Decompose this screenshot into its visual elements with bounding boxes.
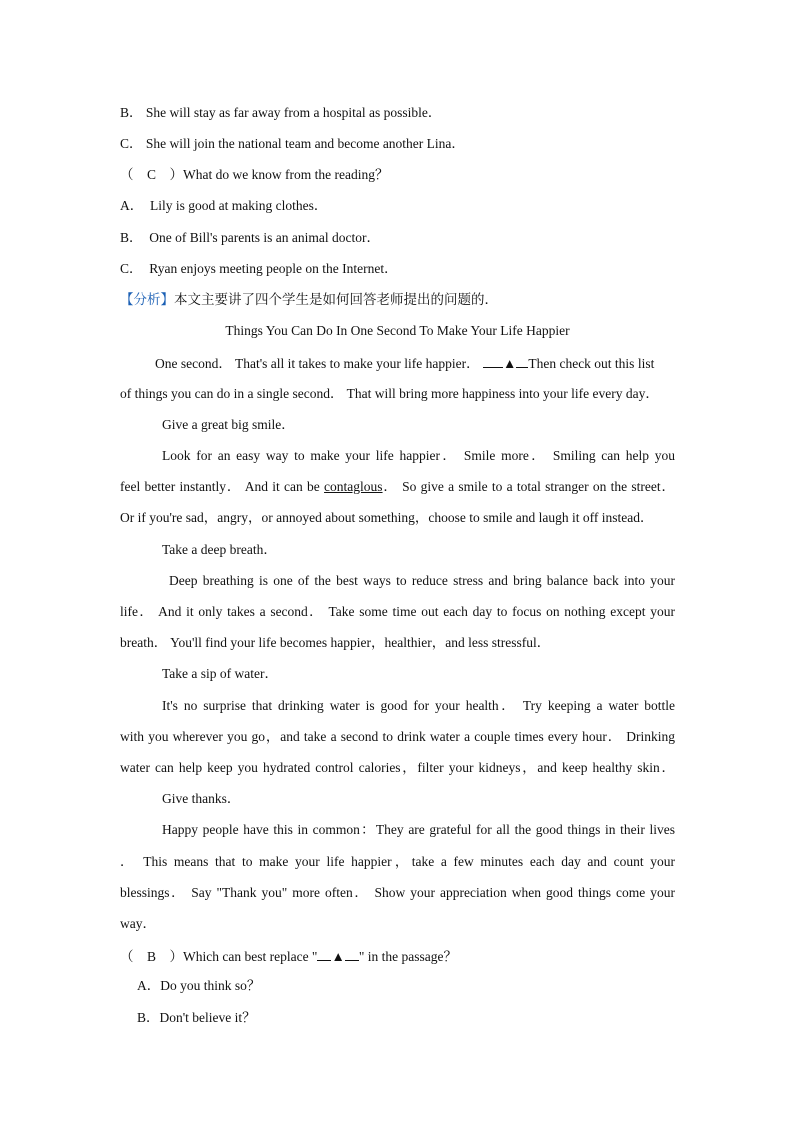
underlined-word: contaglous xyxy=(324,479,383,494)
p1-text-b: Then check out this list xyxy=(528,356,655,371)
blank-left xyxy=(483,353,503,368)
q-blank-right xyxy=(345,946,359,961)
analysis-line xyxy=(120,291,675,309)
paragraph-5-line-1: Happy people have this in common：They are grateful for all the good things in their lives xyxy=(162,822,675,837)
answer-a: A．Do you think so？ xyxy=(137,978,261,993)
analysis-text: 本文主要讲了四个学生是如何回答老师提出的问题的． xyxy=(174,292,498,307)
paragraph-4-line-3: water can help keep you hydrated control calories，filter your kidneys，and keep healthy skin． xyxy=(120,760,675,775)
passage-title: Things You Can Do In One Second To Make Your Life Happier xyxy=(225,323,570,338)
answer-b: B．Don't believe it？ xyxy=(137,1010,256,1025)
paragraph-5-line-2: ． This means that to make your life happier，take a few minutes each day and count your xyxy=(120,854,675,869)
q-blank-left xyxy=(317,946,331,961)
option-c-previous: C． She will join the national team and become another Lina． xyxy=(120,136,465,151)
blank-mark: ▲ xyxy=(502,356,517,371)
heading-smile: Give a great big smile． xyxy=(162,417,295,432)
heading-thanks: Give thanks． xyxy=(162,791,241,806)
paragraph-2-line-3: Or if you're sad，angry，or annoyed about something，choose to smile and laugh it off instead． xyxy=(120,510,654,525)
q-replace-text-b: " in the passage？ xyxy=(358,949,457,964)
paragraph-5-line-3: blessings． Say "Thank you" more often． Show your appreciation when good things come your xyxy=(120,885,675,900)
heading-water: Take a sip of water． xyxy=(162,666,279,681)
paragraph-2-line-2 xyxy=(120,478,675,496)
paragraph-2-line-1: Look for an easy way to make your life happier． Smile more． Smiling can help you xyxy=(162,448,675,463)
paragraph-5-line-4: way． xyxy=(120,916,156,931)
paragraph-4-line-2: with you wherever you go，and take a second to drink water a couple times every hour． Drinking xyxy=(120,729,675,744)
option-b-previous: B． She will stay as far away from a hospital as possible． xyxy=(120,105,442,120)
heading-breath: Take a deep breath． xyxy=(162,542,277,557)
blank-right xyxy=(516,353,528,368)
option-b: B． One of Bill's parents is an animal doctor． xyxy=(120,230,381,245)
paragraph-3-line-2: life． And it only takes a second． Take some time out each day to focus on nothing except your xyxy=(120,604,675,619)
p2-text-a: feel better instantly． And it can be xyxy=(120,479,320,494)
p1-text-a: One second． That's all it takes to make your life happier． xyxy=(155,356,480,371)
paragraph-4-line-1: It's no surprise that drinking water is good for your health． Try keeping a water bottle xyxy=(162,698,675,713)
q-blank-mark: ▲ xyxy=(331,949,345,964)
paragraph-3-line-1: Deep breathing is one of the best ways to reduce stress and bring balance back into your xyxy=(169,573,675,588)
paragraph-1-line-2: of things you can do in a single second． That will bring more happiness into your life every day． xyxy=(120,386,659,401)
analysis-tag: 【分析】 xyxy=(120,292,174,307)
question-replace xyxy=(120,946,675,966)
option-c: C． Ryan enjoys meeting people on the Internet． xyxy=(120,261,398,276)
paragraph-1-line-1 xyxy=(155,353,675,373)
option-a: A． Lily is good at making clothes． xyxy=(120,198,328,213)
question-reading: （ C ）What do we know from the reading？ xyxy=(120,167,389,182)
paragraph-3-line-3: breath． You'll find your life becomes happier，healthier，and less stressful． xyxy=(120,635,551,650)
q-replace-text-a: （ B ）Which can best replace " xyxy=(120,949,318,964)
p2-text-b: ． So give a smile to a total stranger on the street． xyxy=(382,479,675,494)
